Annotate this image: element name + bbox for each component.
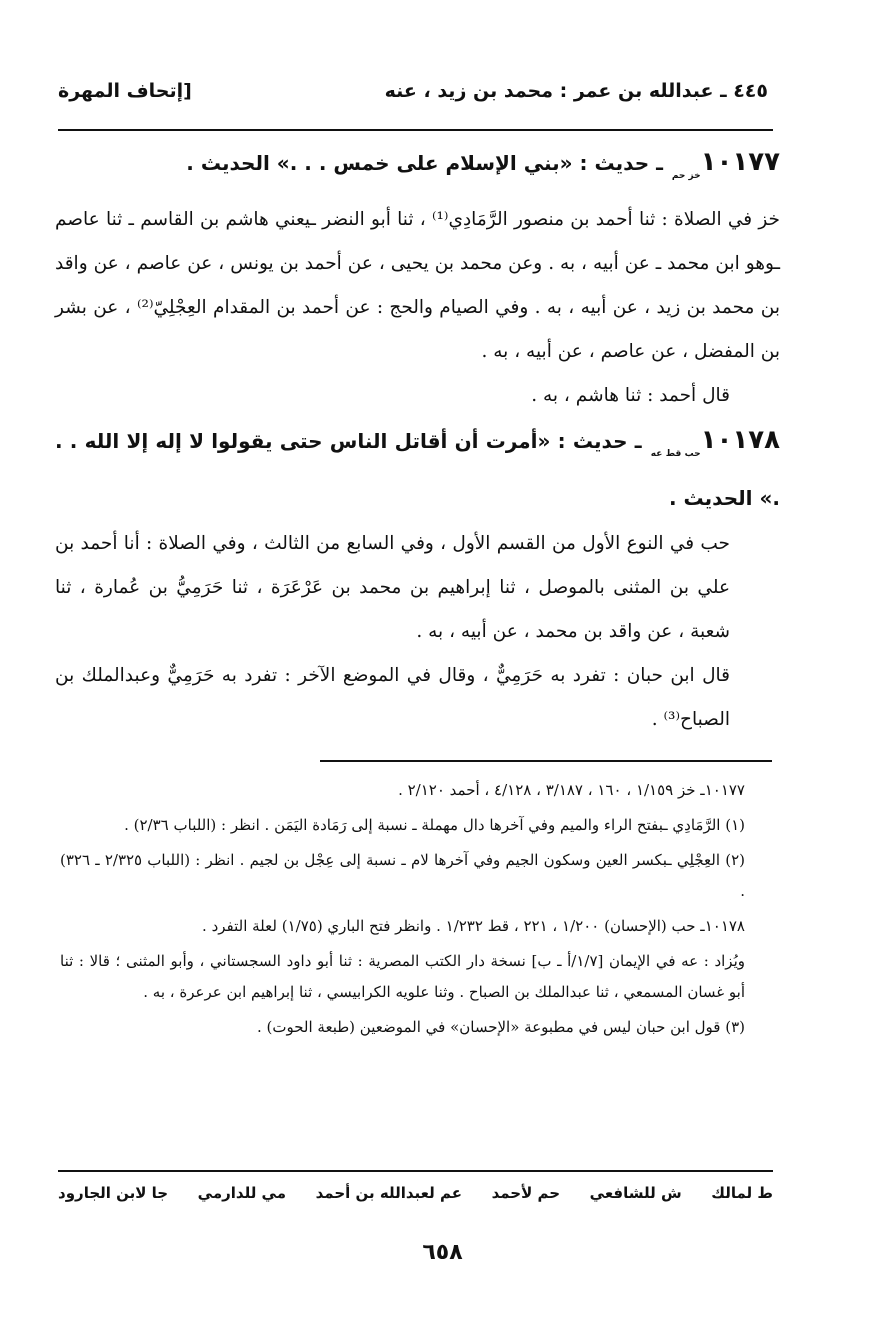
running-header — [58, 80, 768, 120]
abbreviation-item: عم لعبدالله بن أحمد — [315, 1184, 462, 1202]
footnote: ١٠١٧٧ـ خز ١/١٥٩ ، ١٦٠ ، ٣/١٨٧ ، ٤/١٢٨ ، أحمد ٢/١٢٠ . — [398, 781, 745, 799]
hadith-paragraph: قال أحمد : ثنا هاشم ، به . — [531, 385, 730, 406]
main-text — [55, 140, 780, 742]
header-rule — [58, 129, 773, 131]
abbreviation-item: مي للدارمي — [197, 1184, 287, 1202]
hadith-heading — [55, 140, 780, 198]
footnote: (٣) قول ابن حبان ليس في مطبوعة «الإحسان» في الموضعين (طبعة الحوت) . — [256, 1018, 745, 1036]
hadith-number: ١٠١٧٨ — [700, 425, 780, 455]
footnote: ١٠١٧٨ـ حب (الإحسان) ١/٢٠٠ ، ٢٢١ ، قط ١/٢٣٢ . وانظر فتح الباري (١/٧٥) لعلة التفرد . — [202, 917, 745, 935]
abbreviations-rule — [58, 1170, 773, 1172]
page-number: ٦٥٨ — [422, 1240, 463, 1265]
footnote: ويُزاد : عه في الإيمان [١/٧/أ ـ ب] نسخة دار الكتب المصرية : ثنا أبو داود السجستاني ، وأبو المثنى ؛ قالا : ثنا أبو غسان المسمعي ، ثنا عبدالملك بن الصباح . وثنا علويه الكرابيسي ، ثنا إبراهيم ابن عرعرة ، به . — [60, 952, 746, 1001]
hadith-paragraph: قال ابن حبان : تفرد به حَرَمِيٌّ ، وقال في الموضع الآخر : تفرد به حَرَمِيٌّ وعبدالملك بن الصباح⁽³⁾ . — [55, 665, 730, 730]
hadith-heading — [55, 418, 780, 522]
hadith-entry — [55, 140, 780, 418]
header-chapter-title: ٤٤٥ ـ عبدالله بن عمر : محمد بن زيد ، عنه — [384, 80, 768, 102]
footnotes — [60, 775, 775, 1047]
hadith-paragraph: حب في النوع الأول من القسم الأول ، وفي السابع من الثالث ، وفي الصلاة : أنا أحمد بن علي بن المثنى بالموصل ، ثنا إبراهيم بن محمد بن عَرْعَرَة ، ثنا حَرَمِيُّ بن عُمارة ، ثنا شعبة ، عن واقد بن محمد ، عن أبيه ، به . — [55, 533, 730, 642]
footnote: (٢) العِجْلِي ـبكسر العين وسكون الجيم وفي آخرها لام ـ نسبة إلى عِجْل بن لجيم . انظر : (اللباب ٢/٣٢٥ ـ ٣٢٦) . — [60, 851, 745, 900]
hadith-entry — [55, 418, 780, 742]
abbreviations-key — [58, 1184, 773, 1202]
abbreviation-item: ش للشافعي — [589, 1184, 682, 1202]
header-book-title: [إتحاف المهرة — [58, 80, 192, 102]
hadith-paragraph: خز في الصلاة : ثنا أحمد بن منصور الرَّمَادِي⁽¹⁾ ، ثنا أبو النضر ـيعني هاشم بن القاسم ـ ثنا عاصم ـوهو ابن محمد ـ عن أبيه ، به . وعن محمد بن يحيى ، عن أحمد بن يونس ، عن عاصم ، عن واقد بن محمد بن زيد ، عن أبيه ، به . وفي الصيام والحج : عن أحمد بن المقدام العِجْلِيّ⁽²⁾ ، عن بشر بن المفضل ، عن عاصم ، عن أبيه ، به . — [55, 209, 781, 362]
abbreviation-item: حم لأحمد — [491, 1184, 561, 1202]
abbreviation-item: جا لابن الجارود — [58, 1184, 169, 1202]
hadith-heading-text: ـ حديث : «بني الإسلام على خمس . . .» الحديث . — [186, 151, 663, 175]
hadith-heading-text: ـ حديث : «أمرت أن أقاتل الناس حتى يقولوا لا إله إلا الله . . .» الحديث . — [55, 429, 780, 510]
hadith-number: ١٠١٧٧ — [700, 147, 780, 177]
footnote: (١) الرَّمَادِي ـبفتح الراء والميم وفي آخرها دال مهملة ـ نسبة إلى رَمَادة اليَمَن . انظر : (اللباب ٢/٣٦) . — [124, 816, 745, 834]
hadith-sigla: حب قط عه — [650, 449, 701, 459]
abbreviation-item: ط لمالك — [711, 1184, 773, 1202]
footnote-rule — [320, 760, 772, 762]
hadith-sigla: خز حم — [671, 171, 701, 181]
